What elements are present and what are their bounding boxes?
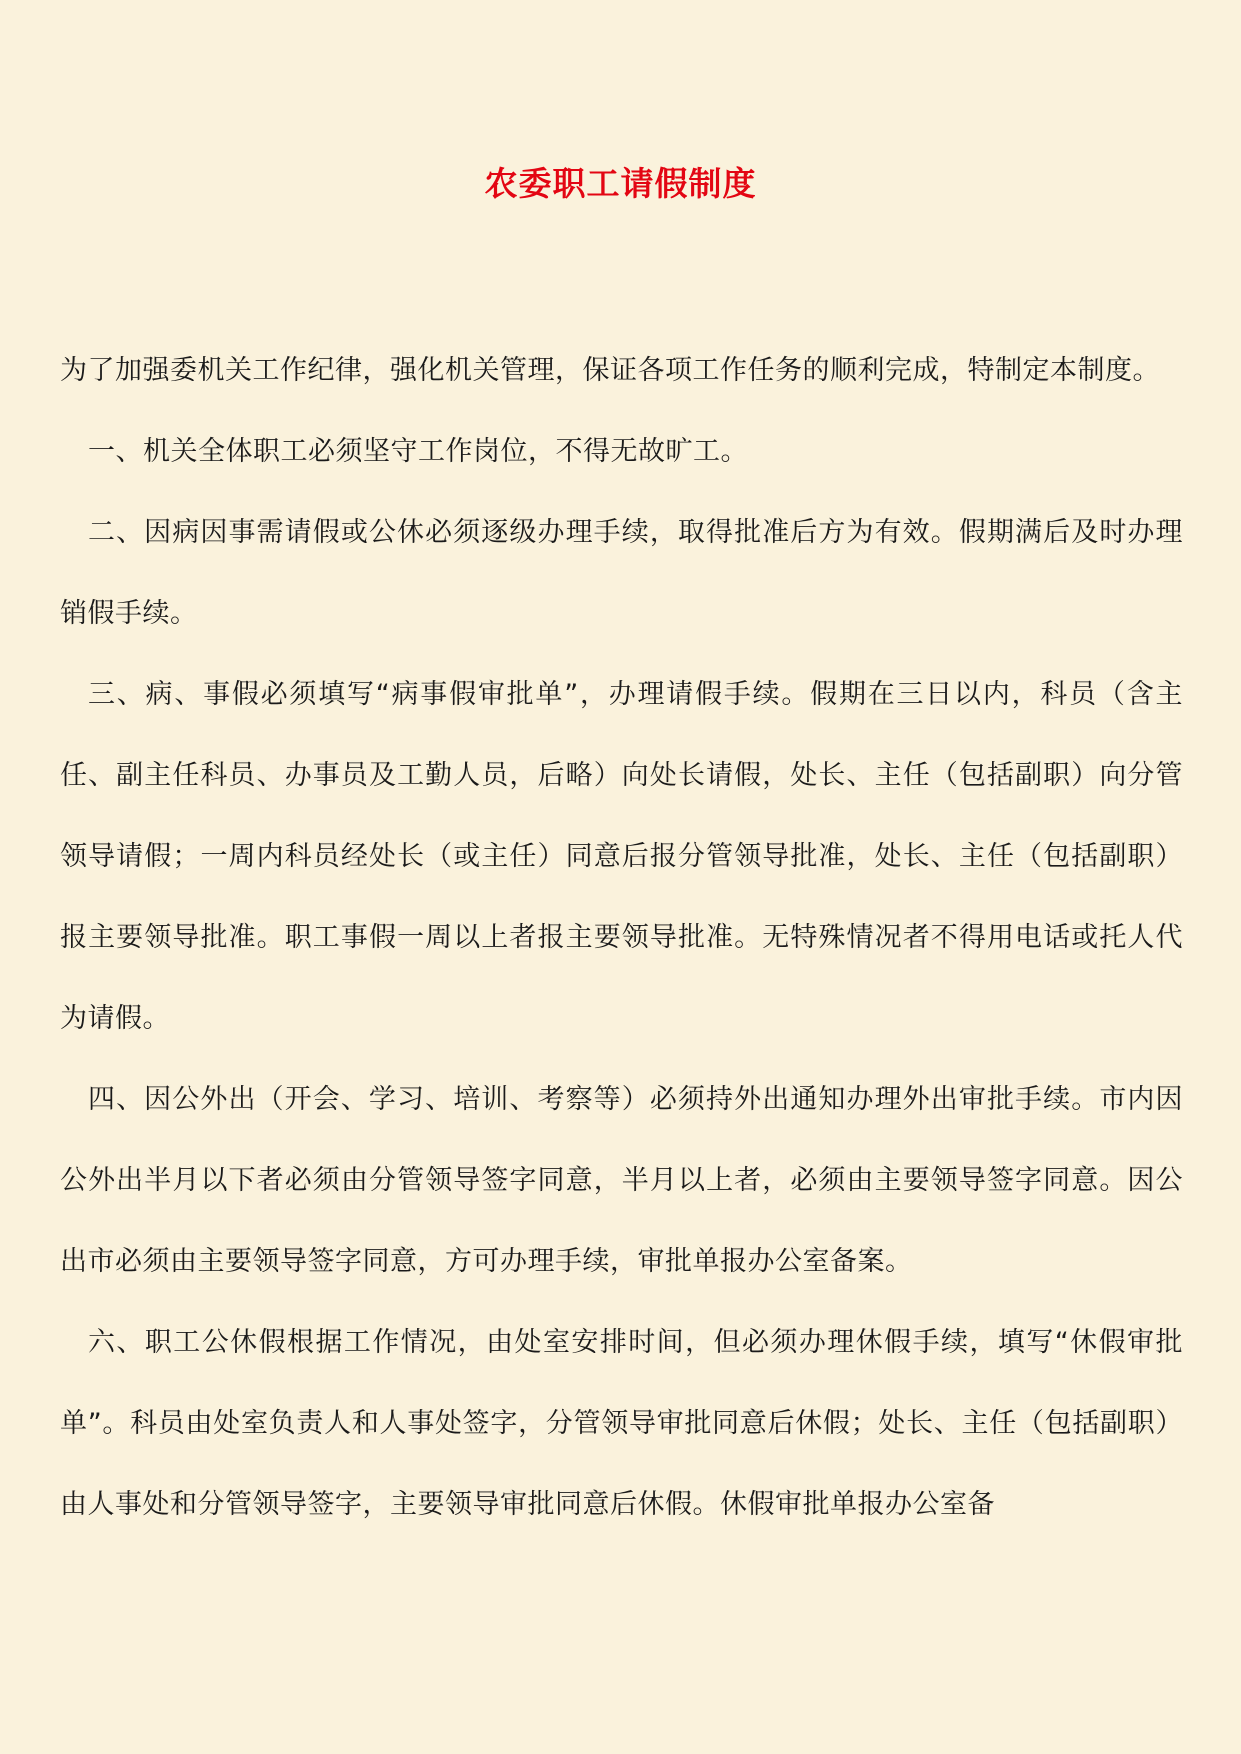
paragraph-rule-3: 三、病、事假必须填写“病事假审批单”，办理请假手续。假期在三日以内，科员（含主任、副主任科员、办事员及工勤人员，后略）向处长请假，处长、主任（包括副职）向分管领导请假；一周内科员经处长（或主任）同意后报分管领导批准，处长、主任（包括副职）报主要领导批准。职工事假一周以上者报主要领导批准。无特殊情况者不得用电话或托人代为请假。: [60, 679, 1183, 1034]
paragraph-rule-6: 六、职工公休假根据工作情况，由处室安排时间，但必须办理休假手续，填写“休假审批单”。科员由处室负责人和人事处签字，分管领导审批同意后休假；处长、主任（包括副职）由人事处和分管领导签字，主要领导审批同意后休假。休假审批单报办公室备: [60, 1327, 1183, 1520]
paragraph-rule-4: 四、因公外出（开会、学习、培训、考察等）必须持外出通知办理外出审批手续。市内因公外出半月以下者必须由分管领导签字同意，半月以上者，必须由主要领导签字同意。因公出市必须由主要领导签字同意，方可办理手续，审批单报办公室备案。: [60, 1084, 1183, 1277]
paragraph-intro: 为了加强委机关工作纪律，强化机关管理，保证各项工作任务的顺利完成，特制定本制度。: [60, 355, 1160, 386]
paragraph-rule-2: 二、因病因事需请假或公休必须逐级办理手续，取得批准后方为有效。假期满后及时办理销假手续。: [60, 517, 1183, 629]
document-body: [60, 330, 1183, 1545]
paragraph-rule-1: 一、机关全体职工必须坚守工作岗位，不得无故旷工。: [88, 436, 748, 467]
document-title: 农委职工请假制度: [484, 164, 757, 203]
